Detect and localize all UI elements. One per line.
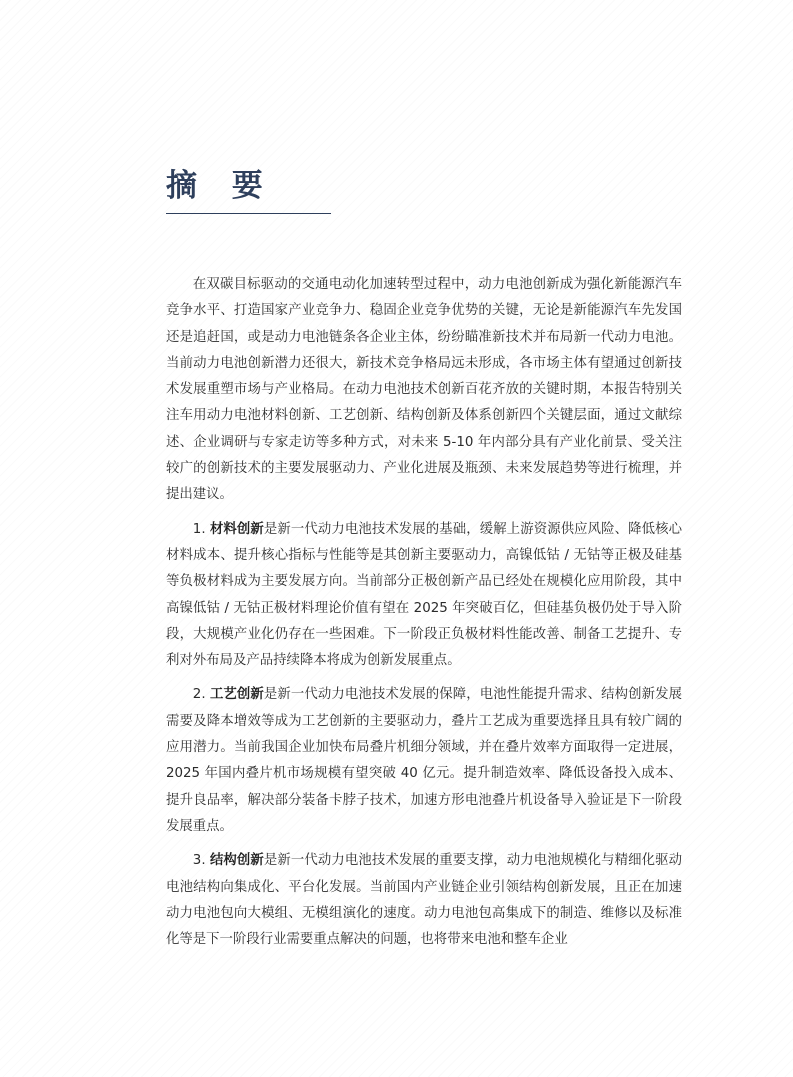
paragraph-keyword: 材料创新 — [209, 521, 264, 537]
paragraph-number: 1. — [192, 521, 210, 537]
page-title: 摘 要 — [166, 168, 275, 204]
paragraph-text: 在双碳目标驱动的交通电动化加速转型过程中，动力电池创新成为强化新能源汽车竞争水平、打造国家产业竞争力、稳固企业竞争优势的关键，无论是新能源汽车先发国还是追赶国，或是动力电池链条各企业主体，纷纷瞄准新技术并布局新一代动力电池。当前动力电池创新潜力还很大，新技术竞争格局远未形成，各市场主体有望通过创新技术发展重塑市场与产业格局。在动力电池技术创新百花齐放的关键时期，本报告特别关注车用动力电池材料创新、工艺创新、结构创新及体系创新四个关键层面，通过文献综述、企业调研与专家走访等多种方式，对未来 5-10 年内部分具有产业化前景、受关注较广的创新技术的主要发展驱动力、产业化进展及瓶颈、未来发展趋势等进行梳理，并提出建议。 — [166, 277, 682, 503]
paragraph-structure-innovation — [166, 848, 682, 953]
paragraph-intro — [166, 272, 682, 509]
paragraph-text: 是新一代动力电池技术发展的保障，电池性能提升需求、结构创新发展需要及降本增效等成为工艺创新的主要驱动力，叠片工艺成为重要选择且具有较广阔的应用潜力。当前我国企业加快布局叠片机细分领域，并在叠片效率方面取得一定进展，2025 年国内叠片机市场规模有望突破 40 亿元。提升制造效率、降低设备投入成本、提升良品率，解决部分装备卡脖子技术，加速方形电池叠片机设备导入验证是下一阶段发展重点。 — [166, 687, 682, 834]
paragraph-number: 2. — [192, 687, 210, 703]
paragraph-text: 是新一代动力电池技术发展的重要支撑，动力电池规模化与精细化驱动电池结构向集成化、平台化发展。当前国内产业链企业引领结构创新发展，且正在加速动力电池包向大模组、无模组演化的速度。动力电池包高集成下的制造、维修以及标准化等是下一阶段行业需要重点解决的问题，也将带来电池和整车企业 — [166, 853, 682, 948]
abstract-body — [166, 272, 682, 961]
paragraph-keyword: 结构创新 — [209, 853, 264, 869]
paragraph-keyword: 工艺创新 — [209, 687, 264, 703]
paragraph-number: 3. — [192, 853, 210, 869]
title-underline — [166, 213, 331, 214]
paragraph-text: 是新一代动力电池技术发展的基础，缓解上游资源供应风险、降低核心材料成本、提升核心指标与性能等是其创新主要驱动力，高镍低钴 / 无钴等正极及硅基等负极材料成为主要发展方向。当前部分正极创新产品已经处在规模化应用阶段，其中高镍低钴 / 无钴正极材料理论价值有望在 2025 年突破百亿，但硅基负极仍处于导入阶段，大规模产业化仍存在一些困难。下一阶段正负极材料性能改善、制备工艺提升、专利对外布局及产品持续降本将成为创新发展重点。 — [166, 521, 682, 669]
paragraph-material-innovation — [166, 517, 682, 675]
paragraph-process-innovation — [166, 682, 682, 840]
